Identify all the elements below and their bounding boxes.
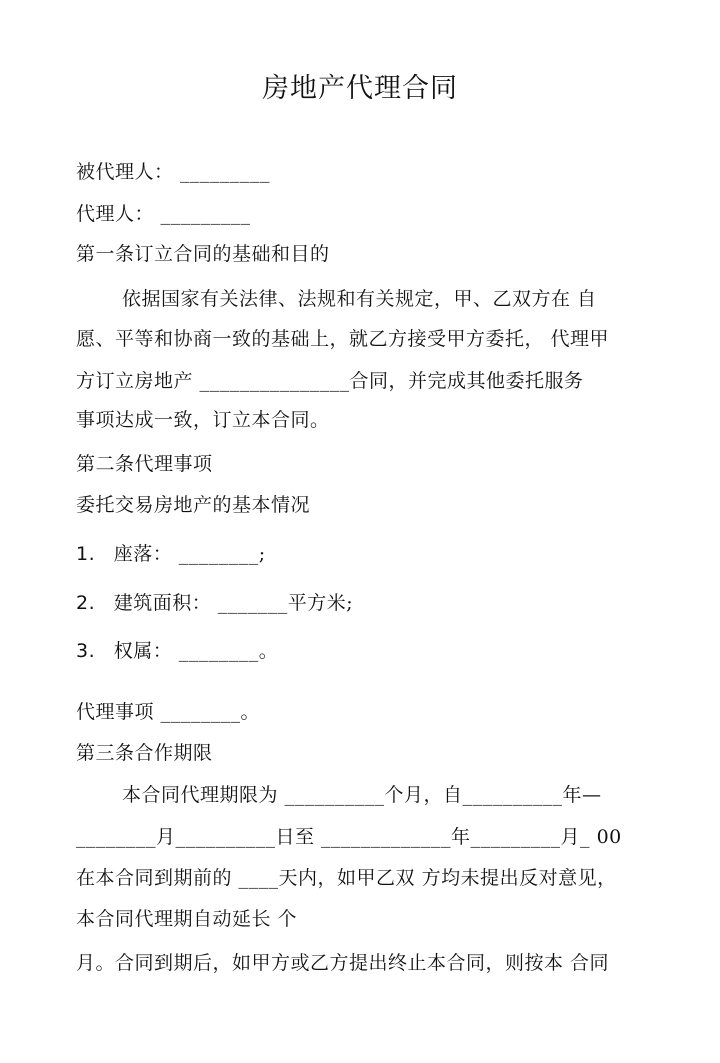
article1-line4: 事项达成一致，订立本合同。: [76, 409, 330, 431]
principal-line: 被代理人： _________: [76, 161, 271, 183]
article2-heading: 第二条代理事项: [76, 453, 213, 475]
agency-matters-line: 代理事项 ________。: [76, 701, 261, 723]
article1-line2: 愿、平等和协商一致的基础上，就乙方接受甲方委托， 代理甲: [76, 328, 610, 350]
list-item-number: 1.: [76, 543, 96, 565]
article3-line2: ________月__________日至 _____________年_________月_ 00: [76, 826, 622, 848]
article3-line5: 月。合同到期后，如甲方或乙方提出终止本合同，则按本 合同: [76, 952, 610, 974]
list-item-area: [76, 591, 353, 615]
list-item-text: 权属： ________。: [113, 640, 279, 662]
article3-line4: 本合同代理期自动延长 个: [76, 908, 298, 930]
article1-line3: 方订立房地产 _______________合同，并完成其他委托服务: [76, 370, 584, 392]
list-item-number: 3.: [76, 640, 96, 662]
list-item-text: 建筑面积： _______平方米;: [113, 592, 354, 614]
agent-line: 代理人： _________: [76, 203, 251, 225]
document-title: 房地产代理合同: [262, 73, 458, 104]
article3-line3: 在本合同到期前的 ____天内，如甲乙双 方均未提出反对意见，: [76, 867, 617, 889]
list-item-ownership: [76, 639, 278, 663]
article1-line1: 依据国家有关法律、法规和有关规定，甲、乙双方在 自: [122, 288, 597, 310]
list-item-number: 2.: [76, 592, 96, 614]
article1-heading: 第一条订立合同的基础和目的: [76, 243, 330, 265]
list-item-text: 座落： ________;: [113, 543, 266, 565]
article3-heading: 第三条合作期限: [76, 742, 213, 764]
list-item-location: [76, 542, 266, 566]
article3-line1: 本合同代理期限为 __________个月，自__________年—: [122, 784, 602, 806]
article2-intro: 委托交易房地产的基本情况: [76, 494, 311, 516]
